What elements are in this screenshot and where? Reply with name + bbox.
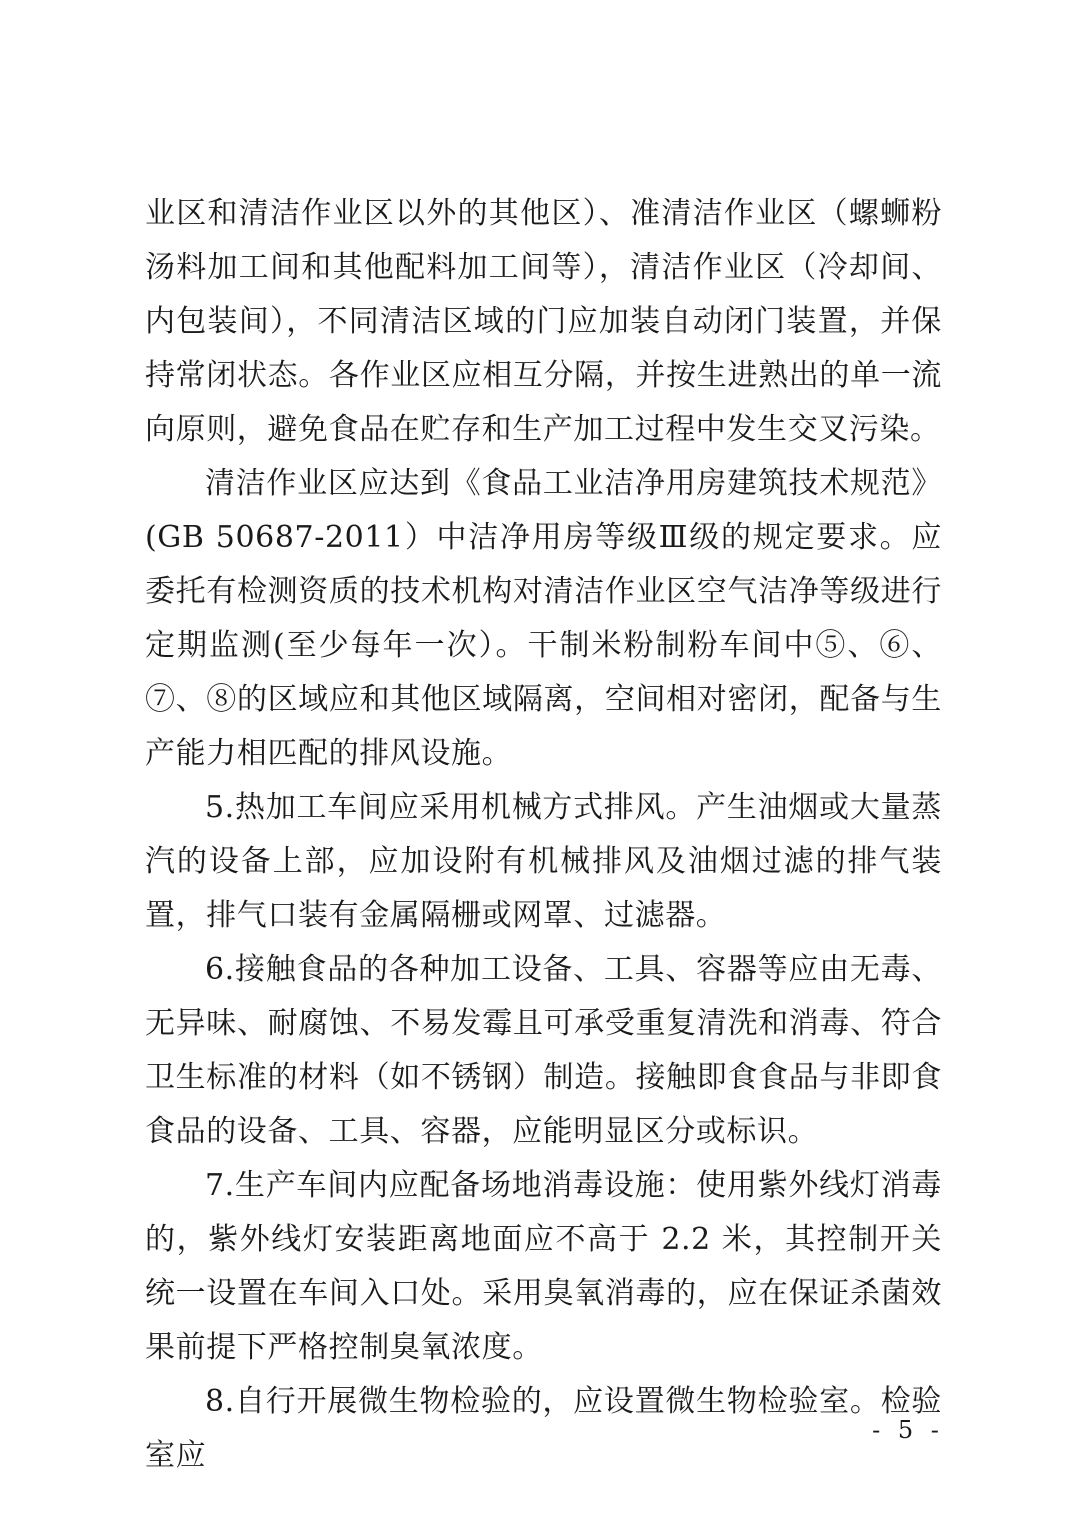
paragraph-hot-processing-exhaust: 5.热加工车间应采用机械方式排风。产生油烟或大量蒸汽的设备上部，应加设附有机械排风及油烟过滤的排气装置，排气口装有金属隔栅或网罩、过滤器。 (145, 790, 942, 933)
document-body (145, 187, 942, 1483)
paragraph-disinfection-facilities: 7.生产车间内应配备场地消毒设施：使用紫外线灯消毒的，紫外线灯安装距离地面应不高于 2.2 米，其控制开关统一设置在车间入口处。采用臭氧消毒的，应在保证杀菌效果前提下严格控制臭氧浓度。 (145, 1168, 942, 1365)
paragraph-equipment-materials: 6.接触食品的各种加工设备、工具、容器等应由无毒、无异味、耐腐蚀、不易发霉且可承受重复清洗和消毒、符合卫生标准的材料（如不锈钢）制造。接触即食食品与非即食食品的设备、工具、容器，应能明显区分或标识。 (145, 952, 942, 1149)
paragraph-clean-zone-standard: 清洁作业区应达到《食品工业洁净用房建筑技术规范》(GB 50687-2011）中洁净用房等级Ⅲ级的规定要求。应委托有检测资质的技术机构对清洁作业区空气洁净等级进行定期监测(至少每年一次）。干制米粉制粉车间中⑤、⑥、⑦、⑧的区域应和其他区域隔离，空间相对密闭，配备与生产能力相匹配的排风设施。 (145, 466, 942, 771)
page-number: - 5 - (872, 1416, 944, 1444)
paragraph-microbiology-lab: 8.自行开展微生物检验的，应设置微生物检验室。检验室应 (145, 1384, 942, 1473)
paragraph-zone-division: 业区和清洁作业区以外的其他区）、准清洁作业区（螺蛳粉汤料加工间和其他配料加工间等），清洁作业区（冷却间、内包装间），不同清洁区域的门应加装自动闭门装置，并保持常闭状态。各作业区应相互分隔，并按生进熟出的单一流向原则，避免食品在贮存和生产加工过程中发生交叉污染。 (145, 196, 942, 447)
